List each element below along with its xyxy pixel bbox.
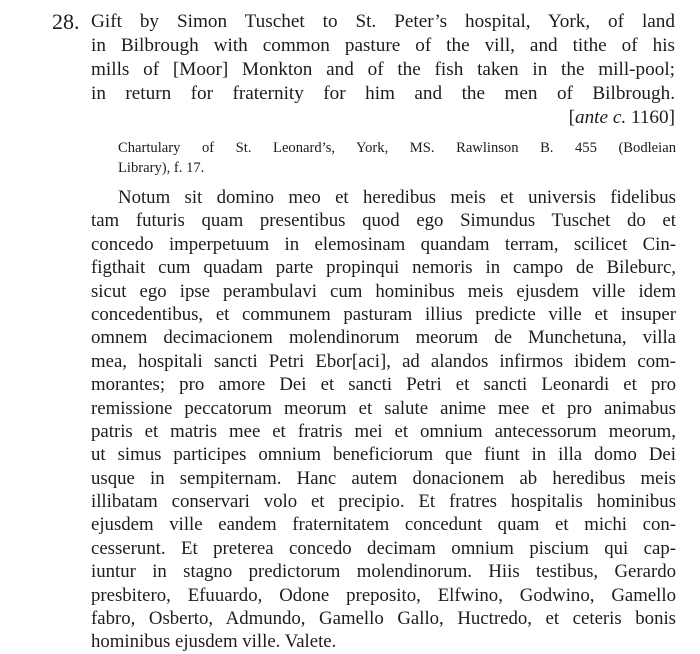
charter-line: ejusdem ville eandem fraternitatem concedunt quam et michi con- xyxy=(91,514,676,536)
date-open-bracket: [ xyxy=(568,107,575,128)
charter-line: omnem decimacionem molendinorum meorum de Munchetuna, villa xyxy=(91,327,676,349)
heading-line: mills of [Moor] Monkton and of the fish taken in the mill-pool; xyxy=(91,59,675,80)
charter-line: hominibus ejusdem ville. Valete. xyxy=(91,631,337,653)
source-line: Library), f. 17. xyxy=(118,160,205,176)
charter-line: cesserunt. Et preterea concedo decimam omnium piscium qui cap- xyxy=(91,537,676,559)
entry-date xyxy=(91,106,675,130)
source-citation xyxy=(118,138,676,178)
charter-line: remissione peccatorum meorum et salute anime mee et pro animabus xyxy=(91,397,676,419)
charter-line: illibatam conservari volo et precipio. Et fratres hospitalis hominibus xyxy=(91,491,676,513)
heading-line: Gift by Simon Tuschet to St. Peter’s hospital, York, of land xyxy=(91,11,675,32)
date-value: 1160] xyxy=(626,107,675,128)
heading-line: in return for fraternity for him and the men of Bilbrough. xyxy=(91,83,675,104)
charter-line: Notum sit domino meo et heredibus meis et universis fidelibus xyxy=(118,187,676,208)
source-line: Chartulary of St. Leonard’s, York, MS. Rawlinson B. 455 (Bodleian xyxy=(118,140,676,156)
charter-line: fabro, Osberto, Admundo, Gamello Gallo, Huctredo, et ceteris bonis xyxy=(91,608,676,630)
charter-line: usque in sempiternam. Hanc autem donacionem ab heredibus meis xyxy=(91,467,676,489)
date-qualifier: ante c. xyxy=(574,107,627,128)
charter-line: tam futuris quam presentibus quod ego Simundus Tuschet do et xyxy=(91,210,676,232)
charter-line: concedentibus, et communem pasturam illius predicte ville et insuper xyxy=(91,303,676,325)
charter-text xyxy=(91,186,676,654)
entry-heading xyxy=(91,10,675,130)
charter-line: patris et matris mee et fratris mei et omnium antecessorum meorum, xyxy=(91,420,676,442)
charter-line: presbitero, Efuuardo, Odone preposito, Elfwino, Godwino, Gamello xyxy=(91,584,676,606)
entry-number: 28. xyxy=(52,9,80,34)
charter-line: morantes; pro amore Dei et sancti Petri et sancti Leonardi et pro xyxy=(91,374,676,396)
charter-line: concedo imperpetuum in elemosinam quandam terram, scilicet Cin- xyxy=(91,233,676,255)
charter-line: sicut ego ipse perambulavi cum hominibus meis ejusdem ville idem xyxy=(91,280,676,302)
charter-line: mea, hospitali sancti Petri Ebor[aci], ad alandos infirmos ibidem com- xyxy=(91,350,676,372)
charter-line: figthait cum quadam parte propinqui nemoris in campo de Bileburc, xyxy=(91,257,676,279)
charter-line: ut simus participes omnium beneficiorum que fiunt in illa domo Dei xyxy=(91,444,676,466)
heading-line: in Bilbrough with common pasture of the vill, and tithe of his xyxy=(91,35,675,56)
charter-line: iuntur in stagno predictorum molendinorum. Hiis testibus, Gerardo xyxy=(91,561,676,583)
